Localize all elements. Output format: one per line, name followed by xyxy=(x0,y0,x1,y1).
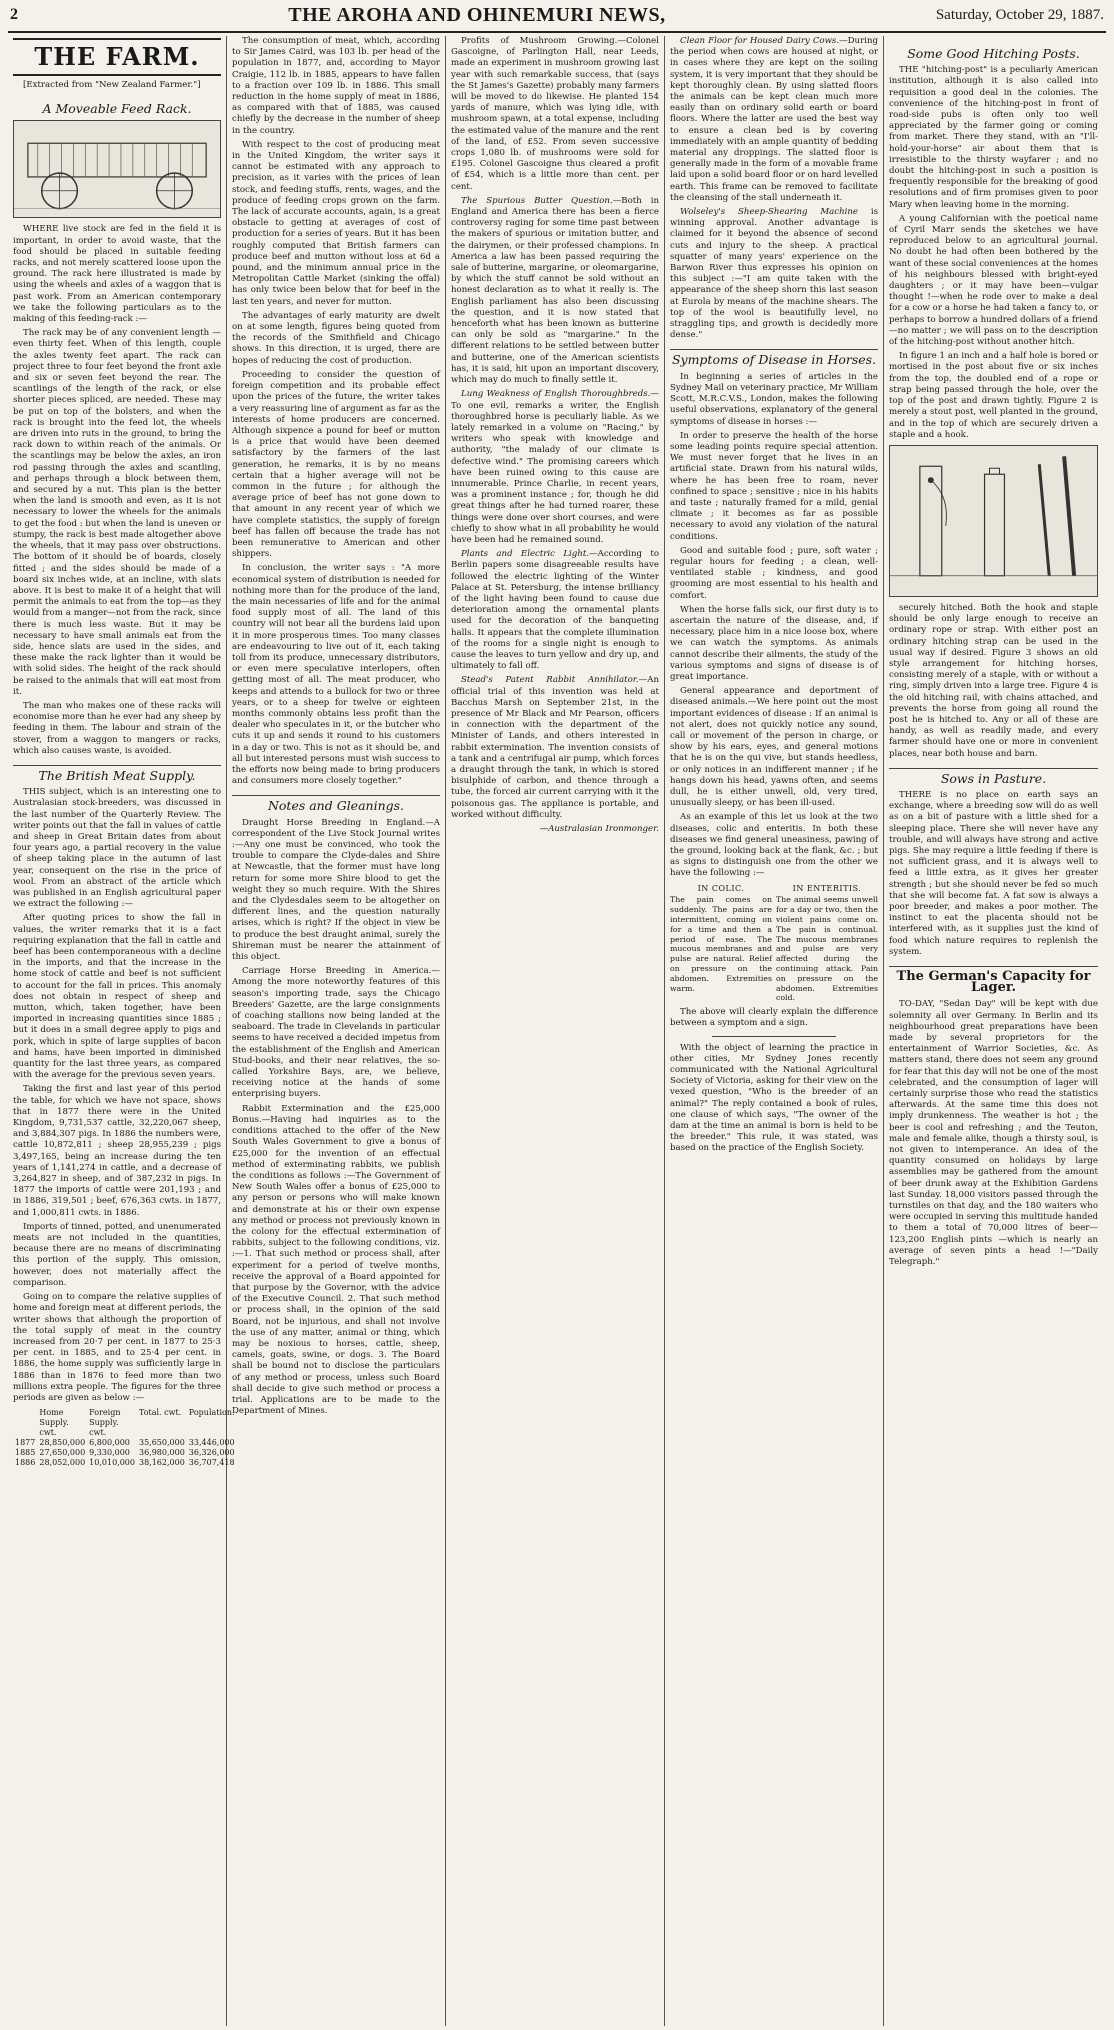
enteritis-column xyxy=(776,884,878,1004)
meat-supply-paragraph-5: Going on to compare the relative supplies of home and foreign meat at different periods, the writer shows that although the proportion of the total supply of meat in the country increased from 20·7 per cent. in 1877 to 25·3 per cent. in 1885, and to 25·4 per cent. in 1886, the home supply was sufficiently large in 1886 than in 1876 to feed more than two millions extra people. The figures for the three periods are given as below :— xyxy=(13,1292,221,1403)
article-title-sows-pasture: Sows in Pasture. xyxy=(889,768,1098,784)
source-signature: —Australasian Ironmonger. xyxy=(539,824,659,835)
column-3 xyxy=(446,36,665,2026)
table-header: Home Supply. cwt. xyxy=(39,1408,69,1438)
column-4 xyxy=(665,36,884,2026)
table-header: Population. xyxy=(188,1408,235,1418)
enteritis-symptoms: The animal seems unwell for a day or two, then the violent pains come on. The pain is continual. The mucous membranes and pulse are very affected during the continuing attack. Pain on pressure on the abdomen. Extremities cold. xyxy=(776,895,878,1003)
disease-paragraph-3: Good and suitable food ; pure, soft water ; regular hours for feeding ; a clean, well-ventilated stable ; kindness, and good grooming are most essential to his health and comfort. xyxy=(670,545,878,601)
table-cell: 36,707,418 xyxy=(188,1458,235,1468)
german-lager-paragraph: TO-DAY, "Sedan Day" will be kept with due solemnity all over Germany. In Berlin and its neighbourhood great preparations have been made by several proprietors for the entertainment of Warrior Societies, &c. As matters stand, there does not seem any ground for fear that this day will not be one of the most celebrated, and the consumption of lager will certainly surprise those who read the statistics afterwards. At the same time this does not imply drunkenness. The weather is hot ; the beer is cool and refreshing ; and the Teuton, male and female alike, though a thirsty soul, is not given to intemperance. An idea of the quantity consumed on holidays by large assemblies may be gathered from the amount of beer drunk away at the Exhibition Gardens last Sunday. 18,000 visitors passed through the turnstiles on that day, and the 180 waiters who were occupied in serving this multitude handed to them a total of 70,000 litres of beer—123,200 English pints —which is nearly an average of seven pints a head !—"Daily Telegraph." xyxy=(889,999,1098,1268)
dairy-floor-title: Clean Floor for Housed Dairy Cows. xyxy=(680,36,840,46)
table-cell: 36,326,000 xyxy=(188,1448,235,1458)
lung-weakness-text: —To one evil, remarks a writer, the English thoroughbred horse is peculiarly liable. As we lately remarked in a volume on "Racing," by writers who speak with knowledge and authority, "the malady of our climate is defective wind." The promising careers which have been ruined owing to this cause are innumerable. Prince Charlie, in recent years, was a prominent instance ; for, though he did great things after he had turned roarer, these things were done over short courses, and were chiefly to show what in all probability he would have been had he remained sound. xyxy=(451,389,659,545)
enteritis-heading: IN ENTERITIS. xyxy=(792,883,862,893)
table-header-row xyxy=(13,1408,237,1438)
table-cell: 1877 xyxy=(15,1438,36,1448)
rabbit-bonus-paragraph: Rabbit Extermination and the £25,000 Bonus.—Having had inquiries as to the conditions attached to the offer of the New South Wales Government to give a bonus of £25,000 for the invention of an effectual method of exterminating rabbits, we publish the conditions as follows :—The Government of New South Wales offer a bonus of £25,000 to any person or persons who will make known and demonstrate at his or their own expense any method or process not previously known in the colony for the effectual extermination of rabbits, subject to the following conditions, viz. :—1. That such method or process shall, after experiment for a period of twelve months, receive the approval of a Board appointed for that purpose by the Governor, with the advice of the Executive Council. 2. That such method or process shall, in the opinion of the said Board, not be injurious, and shall not involve the use of any matter, animal or thing, which may be noxious to horses, cattle, sheep, camels, goats, swine, or dogs. 3. The Board shall be bound not to disclose the particulars of any method or process, unless such Board shall decide to give such method or process a trial. Applications are to be made to the Department of Mines. xyxy=(232,1103,440,1417)
colic-enteritis-comparison xyxy=(670,884,878,1004)
colic-heading: IN COLIC. xyxy=(697,883,745,893)
table-header: Total. cwt. xyxy=(138,1408,182,1418)
disease-paragraph-4: When the horse falls sick, our first duty is to ascertain the nature of the disease, and, if necessary, place him in a nice loose box, where we can watch the symptoms. As animals cannot describe their ailments, the study of the various symptoms and signs of disease is of great importance. xyxy=(670,604,878,682)
dairy-floor-text: —During the period when cows are housed at night, or in cases where they are kept on the soiling system, it is very important that they should be kept thoroughly clean. By using slatted floors the animals can be kept clean much more easily than on ordinary solid earth or board floors. Where the latter are used the best way to ensure a clean bed is by covering immediately with an ample quantity of bedding material any droppings. The slatted floor is generally made in the form of a movable frame laid upon a solid board floor or on hard levelled earth. This frame can be removed to facilitate the cleansing of the stall underneath it. xyxy=(670,36,878,203)
divider xyxy=(712,1036,837,1037)
disease-paragraph-8: With the object of learning the practice in other cities, Mr Sydney Jones recently communicated with the National Agricultural Society of Victoria, asking for their view on the vexed question, "Who is the breeder of an animal?" The reply contained a book of rules, one clause of which says, "The owner of the dam at the time an animal is born is held to be the breeder." This rule, it was stated, was based on the practice of the English Society. xyxy=(670,1042,878,1154)
article-title-meat-supply: The British Meat Supply. xyxy=(13,765,221,781)
rabbit-annihilator-paragraph xyxy=(451,675,659,821)
spurious-butter-paragraph xyxy=(451,196,659,386)
article-title-horse-disease: Symptoms of Disease in Horses. xyxy=(670,349,878,365)
conclusion-paragraph: In conclusion, the writer says : "A more economical system of distribution is needed for nothing more than for the produce of the land, the main necessaries of life and for the animal food supply most of all. The land of this country will not bear all the burdens laid upon it in more prosperous times. Too many classes are endeavouring to live out of it, each taking toll from its produce, unnecessary distributors, or even mere speculative interlopers, often getting most of all. The meat producer, who keeps and attends to a bullock for two or three years, or to a sheep for twelve or eighteen months commonly obtains less profit than the dealer who speculates in it, or the butcher who cuts it up and sends it round to his customers in a day or two. This is not as it should be, and all but interested persons must wish success to the efforts now being made to bring producers and consumers more closely together." xyxy=(232,563,440,787)
masthead xyxy=(0,0,1114,30)
shearing-machine-paragraph xyxy=(670,207,878,341)
table-cell: 38,162,000 xyxy=(138,1458,185,1468)
article-title-feed-rack: A Moveable Feed Rack. xyxy=(42,101,192,117)
table-cell: 36,980,000 xyxy=(138,1448,185,1458)
table-cell: 28,850,000 xyxy=(39,1438,86,1448)
table-cell: 6,800,000 xyxy=(89,1438,130,1448)
table-header xyxy=(13,1408,37,1438)
issue-date: Saturday, October 29, 1887. xyxy=(935,6,1104,23)
table-cell: 1885 xyxy=(15,1448,36,1458)
mushroom-paragraph: Profits of Mushroom Growing.—Colonel Gascoigne, of Parlington Hall, near Leeds, made an experiment in mushroom growing last year with such remarkable success, that (says the St James's Gazette) probably many farmers will be moved to do likewise. He planted 154 yards of manure, which was lying idle, with mushroom spawn, at a total expense, including the estimated value of the manure and the rent of the land, of £52. From seven successive crops 1,080 lb. of mushrooms were sold for £195. Colonel Gascoigne thus cleared a profit of £54, which is a little more than cent. per cent. xyxy=(451,36,659,192)
page-number: 2 xyxy=(10,6,18,23)
feed-rack-illustration xyxy=(13,120,221,218)
early-maturity-paragraph: The advantages of early maturity are dwelt on at some length, figures being quoted from the records of the Smithfield and Chicago shows. In this direction, it is urged, there are hopes of reducing the cost of production. xyxy=(232,310,440,366)
carriage-horse-paragraph: Carriage Horse Breeding in America.—Among the more noteworthy features of this season's importing trade, says the Chicago Breeders' Gazette, are the large consignments of coaching stallions now being landed at the seaboard. The trade in Clevelands in particular seems to have received a decided impetus from the establishment of the English and American Stud-books, and their near relatives, the so-called Yorkshire Bays, are, we believe, receiving notice at the hands of some enterprising buyers. xyxy=(232,966,440,1100)
sows-paragraph: THERE is no place on earth says an exchange, where a breeding sow will do as well as on a bit of pasture with a little shed for a sleeping place. There she will never have any trouble, and will always have strong and active pigs. She may require a little feeding if there is not sufficient grass, and it is always well to feed a little extra, as it gives her greater strength ; but she should never be fed so much that she will become fat. A fat sow is always a poor breeder, and makes a poor mother. The instinct to eat the placenta should not be interfered with, as it supplies just the kind of food which nature requires to replenish the system. xyxy=(889,789,1098,957)
disease-paragraph-7: The above will clearly explain the difference between a symptom and a sign. xyxy=(670,1007,878,1029)
meat-supply-paragraph-3: Taking the first and last year of this period the table, for which we have not space, shows that in 1877 there were in the United Kingdom, 9,731,537 cattle, 32,220,067 sheep, and 3,884,307 pigs. In 1886 the numbers were, cattle 10,872,811 ; sheep 28,955,239 ; pigs 3,497,165, being an increase during the ten years of 1,141,274 in cattle, and a decrease of 3,264,827 in sheep, and of 387,232 in pigs. In 1877 the imports of cattle were 201,193 ; and in 1886, 319,501 ; beef, 676,363 cwts. in 1877, and 1,000,811 cwts. in 1886. xyxy=(13,1084,221,1218)
table-row xyxy=(13,1438,237,1448)
feed-rack-paragraph-3: The man who makes one of these racks will economise more than he ever had any sheep by feeding in them. The labour and strain of the stover, from a waggon to mangers or racks, which also causes waste, is avoided. xyxy=(13,700,221,756)
article-title-hitching-posts: Some Good Hitching Posts. xyxy=(907,46,1080,61)
feed-rack-paragraph-1: WHERE live stock are fed in the field it is important, in order to avoid waste, that the food should be placed in suitable feeding racks, and not merely scattered loose upon the ground. The rack here illustrated is made by using the wheels and axles of a waggon that is past work. From an American contemporary we take the following particulars as to the making of this feeding-rack :— xyxy=(13,224,221,325)
lung-weakness-title: Lung Weakness of English Thoroughbreds. xyxy=(461,389,651,400)
masthead-rule xyxy=(8,31,1106,33)
hitching-paragraph-1: THE "hitching-post" is a peculiarly American institution, although it is also called into requisition a good deal in the colonies. The convenience of the hitching-post in front of road-side pubs is often only too well appreciated by the farmer going or coming from market. There they stand, with an "I'll-hold-your-horse" air about them that is irresistible to the thirsty wayfarer ; and no doubt the hitching-post in such a position is frequently responsible for the breaking of good resolutions and of firm promises given to poor Mary when leaving home in the morning. xyxy=(889,65,1098,210)
draught-horse-paragraph: Draught Horse Breeding in England.—A correspondent of the Live Stock Journal writes :—Any one must be convinced, who took the trouble to compare the Clyde-dales and Shire at Newcastle, that the former must have long return for some more Shire blood to get the weight they so much require. With the Shires and the Clydesdales seem to be altogether on different lines, and the question naturally arises, which is right? If the object in view be to produce the best draught animal, surely the Shireman must be nearer the attainment of this object. xyxy=(232,817,440,963)
feed-rack-paragraph-2: The rack may be of any convenient length —even thirty feet. When of this length, couple the axles twenty feet apart. The rack can project three to four feet beyond the front axle and six or seven feet beyond the rear. The scantlings of the length of the rack, or else shorter pieces spliced, are needed. These may be put on top of the bolsters, and when the rack is brought into the feed lot, the wheels are driven into ruts in the ground, to bring the rack down to within reach of the animals. Or the scantlings may be below the axles, an iron rod passing through the axles and scantling, and perhaps through a block between them, and secured by a nut. This plan is the better when the land is smooth and even, as it is not necessary to lower the wheels for the animals to get the food : but when the land is uneven or stumpy, the rack is best made altogether above the wheels, that it may pass over obstructions. The bottom of it should be of boards, closely fitted ; and the sides should be made of a board six inches wide, at an incline, with slats above. It is best to make it of a height that will permit the animals to eat from the top—as they would from a manger—not from the rack, since there is much less waste. But it may be necessary to have small animals eat from the side, hence slats are used in the sides, and these make the rack lighter than it would be with solid sides. The height of the rack should be raised to the animals that will eat most from it. xyxy=(13,328,221,697)
table-cell: 27,650,000 xyxy=(39,1448,86,1458)
table-cell: 9,330,000 xyxy=(89,1448,130,1458)
shearing-machine-text: is winning approval. Another advantage is claimed for it beyond the absence of second cuts and injury to the sheep. A practical squatter of many years' experience on the Barwon River thus expresses his opinion on this subject :—"I am quite taken with the appearance of the sheep shorn this last season at Eurola by means of the machine shears. The top of the wool is beautifully level, no straggling tips, and growth is decidedly more dense." xyxy=(670,207,878,341)
newspaper-title: THE AROHA AND OHINEMURI NEWS, xyxy=(288,3,666,26)
hitching-posts-drawing xyxy=(890,446,1097,596)
hitching-paragraph-4: securely hitched. Both the hook and staple should be only large enough to receive an ordinary rope or strap. With either post an ordinary hitching strap can be used in the usual way if desired. Figure 3 shows an old style arrangement for hitching horses, consisting merely of a staple, with or without a ring, simply driven into a large tree. Figure 4 is the old hitching rail, with chains attached, and prevents the horse from going all round the post he is hitched to. Any or all of these are handy, as well as readily made, and every farmer should have one or more in convenient places, near both house and barn. xyxy=(889,602,1098,759)
electric-light-text: —According to Berlin papers some disagreeable results have followed the electric lighting of the Winter Palace at St. Petersburg, the intense brilliancy of the light having been found to cause due deterioration among the ornamental plants used for the decoration of the banqueting halls. It appears that the complete illumination of the rooms for a single night is enough to cause the leaves to turn yellow and dry up, and ultimately to fall off. xyxy=(451,549,659,672)
meat-consumption-paragraph: The consumption of meat, which, according to Sir James Caird, was 103 lb. per head of the population in 1877, and, according to Mayor Craigie, 112 lb. in 1885, appears to have fallen to a fraction over 109 lb. in 1886. This small reduction in the home supply of meat in 1886, as compared with that of 1885, was caused chiefly by the decrease in the number of sheep in the country. xyxy=(232,36,440,136)
column-2 xyxy=(227,36,446,2026)
rabbit-annihilator-title: Stead's Patent Rabbit Annihilator. xyxy=(461,675,639,686)
meat-cost-paragraph: With respect to the cost of producing meat in the United Kingdom, the writer says it cannot be estimated with any approach to precision, as it varies with the prices of lean stock, and feeding stuffs, rents, wages, and the produce of feeding crops grown on the farm. The lack of accurate accounts, again, is a great obstacle to getting at averages of cost of production for a series of years. But it has been roughly computed that British farmers can produce beef and mutton without loss at 6d a pound, and the minimum annual price in the Metropolitan Cattle Market (sinking the offal) has only twice been below that for beef in the last ten years, and never for mutton. xyxy=(232,139,441,307)
disease-paragraph-6: As an example of this let us look at the two diseases, colic and enteritis. In both these diseases we find general uneasiness, pawing of the ground, looking back at the flank, &c. ; but as signs to distinguish one from the other we have the following :— xyxy=(670,812,878,879)
disease-paragraph-2: In order to preserve the health of the horse some leading points require special attention. We must never forget that he lives in an artificial state. Drawn from his natural wilds, where he has been free to roam, never confined to space ; sensitive ; nice in his habits and taste ; naturally framed for a mild, genial climate ; it becomes as far as possible necessary to avoid any violation of the natural conditions. xyxy=(670,430,878,542)
source-note: [Extracted from "New Zealand Farmer."] xyxy=(23,80,201,90)
table-row xyxy=(13,1458,237,1468)
rabbit-annihilator-text: —An official trial of this invention was held at Bacchus Marsh on September 21st, in the presence of Mr Black and Mr Pearson, officers in connection with the department of the Minister of Lands, and others interested in rabbit extermination. The invention consists of a tank and a centrifugal air pump, which forces a draught through the tank, in which is stored bisulphide of carbon, and thence through a tube, the forced air current carrying with it the poisonous gas. The appliance is portable, and worked without difficulty. xyxy=(451,675,659,820)
section-heading-the-farm: THE FARM. xyxy=(13,38,221,76)
shearing-machine-title: Wolseley's Sheep-Shearing Machine xyxy=(680,207,858,218)
table-header: Foreign Supply. cwt. xyxy=(89,1408,121,1438)
table-cell: 10,010,000 xyxy=(89,1458,135,1468)
table-cell: 33,446,000 xyxy=(188,1438,235,1448)
electric-light-paragraph xyxy=(451,549,659,672)
article-title-notes-gleanings: Notes and Gleanings. xyxy=(232,795,440,811)
electric-light-title: Plants and Electric Light. xyxy=(461,549,590,560)
column-5 xyxy=(884,36,1103,2026)
table-cell: 1886 xyxy=(15,1458,36,1468)
table-cell: 28,052,000 xyxy=(39,1458,86,1468)
dairy-floor-paragraph xyxy=(670,36,878,204)
hitching-posts-illustration xyxy=(889,445,1098,597)
meat-supply-paragraph-2: After quoting prices to show the fall in values, the writer remarks that it is a fact requiring explanation that the fall in cattle and beef has been contemporaneous with a decline in the imports, and that the increase in the home stock of cattle and beef is not sufficient to account for the fall in prices. This anomaly does not obtain in respect of sheep and mutton, which, taken together, have been imported in increasing quantities since 1885 ; but it does in a small degree apply to pigs and pork, which in spite of large supplies of bacon and hams, have been imported in diminished quantity for the last three years, as compared with the average for the previous seven years. xyxy=(13,913,221,1081)
hitching-paragraph-3: In figure 1 an inch and a half hole is bored or mortised in the post about five or six inches from the top, the doubled end of a rope or strap being passed through the hole, over the top of the post and drawn tightly. Figure 2 is merely a stout post, well planted in the ground, and in the top of which are securely driven a staple and a hook. xyxy=(889,351,1098,440)
spurious-butter-text: —Both in England and America there has been a fierce controversy raging for some time past between the makers of spurious or imitation butter, and the dairymen, or their professed champions. In America a law has been passed requiring the sale of butterine, margarine, or oleomargarine, by which the stuff cannot be sold without an honest declaration as to what it really is. The English parliament has also been discussing the question, and it is now stated that henceforth what has been known as butterine can only be sold as "margarine." In the different relations to be settled between butter and butterine, one of the American scientists has, it is said, hit upon an important discovery, which may do much to finally settle it. xyxy=(451,195,659,386)
waggon-rack-drawing xyxy=(14,121,220,217)
spurious-butter-title: The Spurious Butter Question. xyxy=(461,195,613,206)
disease-paragraph-5: General appearance and deportment of diseased animals.—We here point out the most important evidences of disease : If an animal is not alert, does not quickly notice any sound, call or movement of the person in charge, or show by his ears, eyes, and general motions that he is on the qui vive, but stands heedless, or only notices in an indifferent manner ; if he hangs down his head, yawns often, and seems dull, he is either unwell, old, very tired, unusually sleepy, or has been ill-used. xyxy=(670,686,878,809)
meat-supply-table xyxy=(13,1408,237,1468)
meat-supply-paragraph-1: THIS subject, which is an interesting one to Australasian stock-breeders, was discussed in the last number of the Quarterly Review. The writer points out that the fall in values of cattle and sheep in Great Britain dates from about four years ago, a partial recovery in the value of sheep taking place in the autumn of last year, consequent on the rise in the price of wool. From an abstract of the article which was published in an English agricultural paper we extract the following :— xyxy=(13,787,221,910)
colic-symptoms: The pain comes on suddenly. The pains are intermittent, coming on for a time and then a period of ease. The mucous membranes and pulse are natural. Relief on pressure on the abdomen. Extremities warm. xyxy=(670,895,772,993)
column-1 xyxy=(8,36,235,2026)
table-cell: 35,650,000 xyxy=(138,1438,185,1448)
hitching-paragraph-2: A young Californian with the poetical name of Cyril Marr sends the sketches we have reproduced below to an agricultural journal. No doubt he had often been bothered by the want of these social conveniences at the homes of his neighbours blessed with bright-eyed daughters ; or it may have been—vulgar thought !—when he rode over to make a deal for a cow or a horse he had taken a fancy to, or perhaps to borrow a hundred dollars of a friend—no matter ; we will pass on to the description of the hitching-post without another hitch. xyxy=(889,213,1098,348)
meat-supply-paragraph-4: Imports of tinned, potted, and unenumerated meats are not included in the quantities, because there are no means of discriminating this portion of the supply. This omission, however, does not materially affect the comparison. xyxy=(13,1221,221,1288)
colic-column xyxy=(670,884,772,1004)
page-columns xyxy=(8,36,1106,2026)
disease-paragraph-1: In beginning a series of articles in the Sydney Mail on veterinary practice, Mr William Scott, M.R.C.V.S., London, makes the following useful observations, explanatory of the general symptoms of disease in horses :— xyxy=(670,371,878,427)
lung-weakness-paragraph xyxy=(451,389,659,546)
foreign-competition-paragraph: Proceeding to consider the question of foreign competition and its probable effect upon the prices of the future, the writer takes a very reassuring line of argument as far as the interests of home producers are concerned. Although sixpence a pound for beef or mutton is a price that would have been deemed satisfactory by the farmers of the last generation, he remarks, it is by no means certain that a higher average will not be common in the future ; for although the average price of beef has not gone down to that amount in any recent year of which we have complete statistics, the supply of foreign beef has fallen off because the trade has not been remunerative to American and other shippers. xyxy=(232,369,440,560)
table-row xyxy=(13,1448,237,1458)
article-title-german-lager: The German's Capacity for Lager. xyxy=(889,966,1098,993)
